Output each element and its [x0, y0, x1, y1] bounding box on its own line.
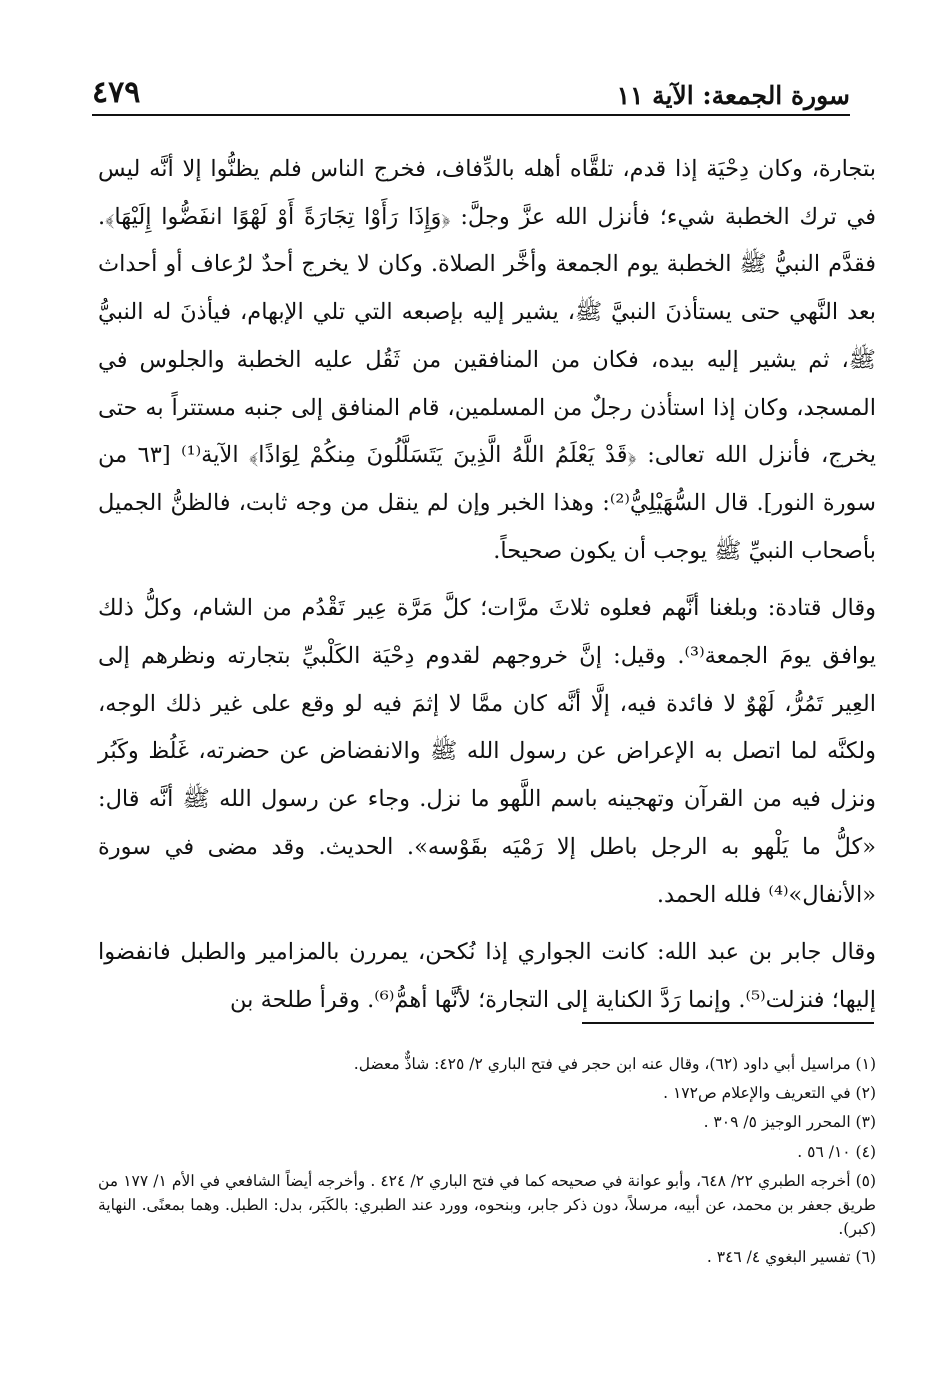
- footnote: (٥) أخرجه الطبري ٢٢/ ٦٤٨، وأبو عوانة في صحيحه كما في فتح الباري ٢/ ٤٢٤ . وأخرجه أيضاً الشافعي في الأم ١/ ١٧٧ من طريق جعفر بن محمد، عن أبيه، مرسلاً، دون ذكر جابر، وبنحوه، وورد عند الطبري: بالكَبَر، بدل: الطبل. وهما بمعنًى. النهاية (كبر).: [98, 1171, 877, 1239]
- paragraph: وقال جابر بن عبد الله: كانت الجواري إذا نُكحن، يمررن بالمزامير والطبل فانفضوا إليها؛ فنزلت⁽⁵⁾. وإنما رَدَّ الكناية إلى التجارة؛ لأنَّها أهمُّ⁽⁶⁾. وقرأ طلحة بن: [98, 939, 876, 1013]
- footnote-divider: [582, 1022, 874, 1024]
- page-number: ٤٧٩: [92, 75, 141, 110]
- footnote: (٢) في التعريف والإعلام ص١٧٢ .: [663, 1084, 876, 1103]
- footnotes: [98, 1052, 876, 1275]
- running-title: سورة الجمعة: الآية ١١: [616, 81, 850, 110]
- footnote: (٣) المحرر الوجيز ٥/ ٣٠٩ .: [703, 1113, 876, 1132]
- page-header: [92, 64, 850, 116]
- paragraph: بتجارة، وكان دِحْيَة إذا قدم، تلقَّاه أهله بالدِّفاف، فخرج الناس فلم يظنُّوا إلا أنَّه ليس في ترك الخطبة شيء؛ فأنزل الله عزَّ وجلَّ: ﴿وَإِذَا رَأَوْا تِجَارَةً أَوْ لَهْوًا انفَضُّوا إِلَيْهَا﴾. فقدَّم النبيُّ ﷺ الخطبة يوم الجمعة وأخَّر الصلاة. وكان لا يخرج أحدٌ لرُعاف أو أحداث بعد النَّهي حتى يستأذنَ النبيَّ ﷺ، يشير إليه بإصبعه التي تلي الإبهام، فيأذنَ له النبيُّ ﷺ، ثم يشير إليه بيده، فكان من المنافقين من ثَقُل عليه الخطبة والجلوس في المسجد، وكان إذا استأذن رجلٌ من المسلمين، قام المنافق إلى جنبه مستتراً به حتى يخرج، فأنزل الله تعالى: ﴿قَدْ يَعْلَمُ اللَّهُ الَّذِينَ يَتَسَلَّلُونَ مِنكُمْ لِوَاذًا﴾ الآية⁽¹⁾ [٦٣ من سورة النور]. قال السُّهَيْلِيُّ⁽²⁾: وهذا الخبر وإن لم ينقل من وجه ثابت، فالظنُّ الجميل بأصحاب النبيِّ ﷺ يوجب أن يكون صحيحاً.: [98, 156, 877, 564]
- footnote: (٤) ١٠/ ٥٦ .: [797, 1142, 876, 1161]
- paragraph: وقال قتادة: وبلغنا أنَّهم فعلوه ثلاثَ مرَّات؛ كلَّ مَرَّة عِير تَقْدُم من الشام، وكلُّ ذلك يوافق يومَ الجمعة⁽³⁾. وقيل: إنَّ خروجهم لقدوم دِحْيَة الكَلْبيِّ بتجارته ونظرهم إلى العِير تَمُرُّ، لَهْوٌ لا فائدة فيه، إلَّا أنَّه كان ممَّا لا إثمَ فيه لو وقع على غير ذلك الوجه، ولكنَّه لما اتصل به الإعراض عن رسول الله ﷺ والانفضاض عن حضرته، غَلُظ وكَبُر ونزل فيه من القرآن وتهجينه باسم اللَّهو ما نزل. وجاء عن رسول الله ﷺ أنَّه قال: «كلُّ ما يَلْهو به الرجل باطل إلا رَمْيَه بقَوْسه». الحديث. وقد مضى في سورة «الأنفال»⁽⁴⁾ فلله الحمد.: [98, 595, 876, 908]
- main-text: [98, 146, 876, 1025]
- footnote: (١) مراسيل أبي داود (٦٢)، وقال عنه ابن حجر في فتح الباري ٢/ ٤٢٥: شاذٌّ معضل.: [353, 1055, 876, 1073]
- footnote: (٦) تفسير البغوي ٤/ ٣٤٦ .: [706, 1248, 876, 1267]
